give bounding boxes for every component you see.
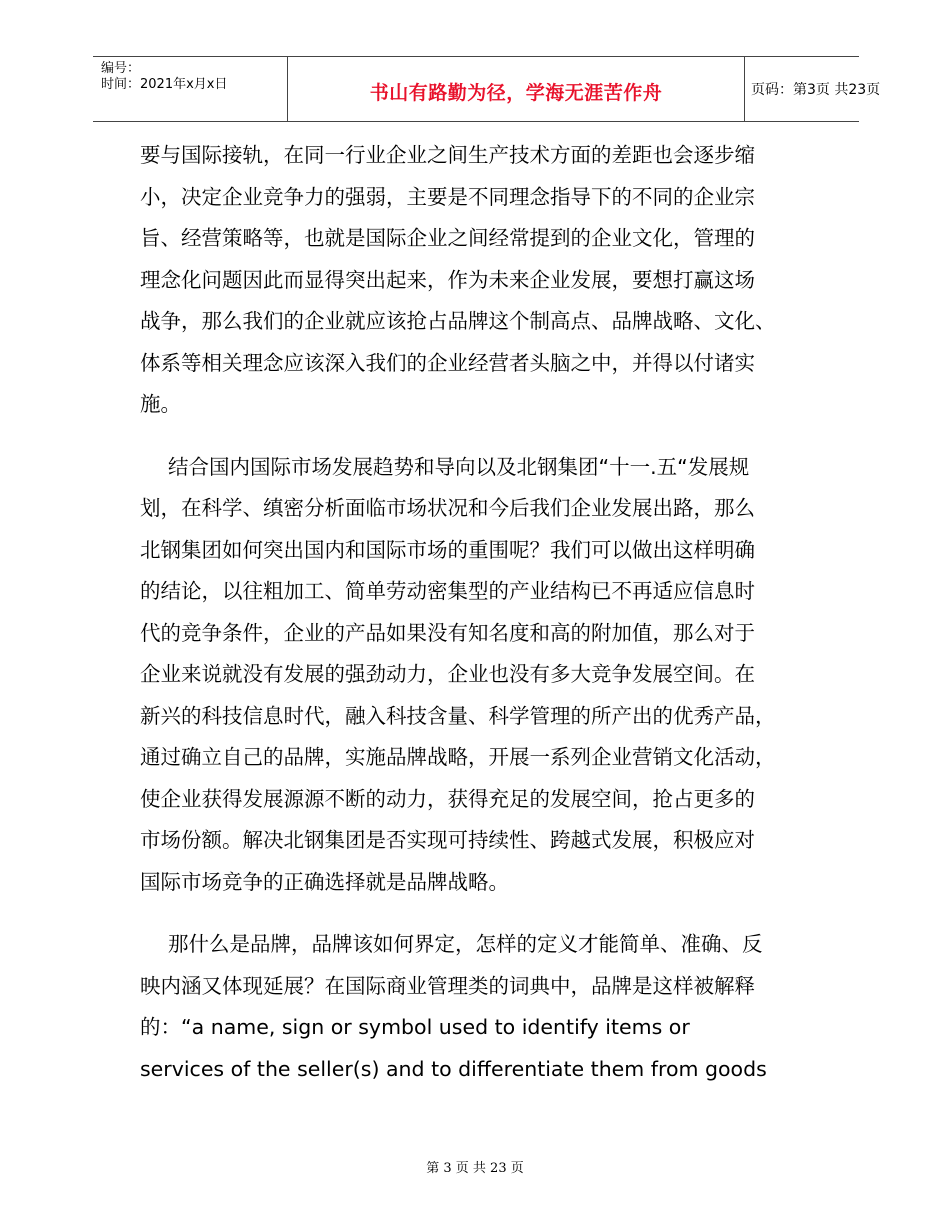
- text-line: 映内涵又体现延展？在国际商业管理类的词典中，品牌是这样被解释: [140, 973, 755, 998]
- text-line: 战争，那么我们的企业就应该抢占品牌这个制高点、品牌战略、文化、: [140, 309, 776, 333]
- text-line: 代的竞争条件，企业的产品如果没有知名度和高的附加值，那么对于: [140, 620, 755, 645]
- text-line: 的：“a name, sign or symbol used to identify items or: [140, 1015, 690, 1039]
- header-motto-cell: [287, 57, 745, 121]
- text-line: 的结论，以往粗加工、简单劳动密集型的产业结构已不再适应信息时: [140, 579, 755, 603]
- header-meta: [93, 57, 287, 121]
- text-line: 使企业获得发展源源不断的动力，获得充足的发展空间，抢占更多的: [140, 786, 755, 811]
- document-number-label: 编号：: [101, 61, 141, 76]
- paragraph: [140, 135, 810, 426]
- paragraph: [140, 447, 810, 904]
- page-footer: 第 3 页 共 23 页: [426, 1161, 524, 1176]
- document-body: [140, 135, 810, 1090]
- text-line: 北钢集团如何突出国内和国际市场的重围呢？我们可以做出这样明确: [140, 537, 755, 562]
- text-line: 小，决定企业竞争力的强弱，主要是不同理念指导下的不同的企业宗: [140, 184, 755, 209]
- document-time: 时间：2021年x月x日: [101, 77, 228, 92]
- paragraph-gap: [140, 903, 810, 924]
- header-motto: 书山有路勤为径，学海无涯苦作舟: [369, 82, 663, 104]
- text-line: 理念化问题因此而显得突出起来，作为未来企业发展，要想打赢这场: [140, 267, 755, 292]
- text-line: 新兴的科技信息时代，融入科技含量、科学管理的所产出的优秀产品，: [140, 703, 776, 728]
- text-line: services of the seller(s) and to differentiate them from goods: [140, 1056, 767, 1081]
- paragraph: [140, 924, 810, 1090]
- text-line: 通过确立自己的品牌，实施品牌战略，开展一系列企业营销文化活动，: [140, 745, 776, 769]
- header-page-info: 页码：第3页 共23页: [751, 82, 881, 98]
- header-page-cell: [745, 57, 881, 121]
- page-header: [93, 56, 881, 122]
- text-line: 划，在科学、缜密分析面临市场状况和今后我们企业发展出路，那么: [140, 496, 755, 520]
- text-line: 旨、经营策略等，也就是国际企业之间经常提到的企业文化，管理的: [140, 226, 755, 250]
- text-line: 那什么是品牌，品牌该如何界定，怎样的定义才能简单、准确、反: [168, 932, 763, 956]
- text-line: 要与国际接轨，在同一行业企业之间生产技术方面的差距也会逐步缩: [140, 143, 755, 167]
- text-line: 施。: [140, 392, 181, 416]
- text-line: 体系等相关理念应该深入我们的企业经营者头脑之中，并得以付诸实: [140, 350, 755, 375]
- text-line: 结合国内国际市场发展趋势和导向以及北钢集团“十一.五“发展规: [168, 454, 750, 479]
- text-line: 企业来说就没有发展的强劲动力，企业也没有多大竞争发展空间。在: [140, 662, 755, 686]
- text-line: 市场份额。解决北钢集团是否实现可持续性、跨越式发展，积极应对: [140, 828, 755, 852]
- text-line: 国际市场竞争的正确选择就是品牌战略。: [140, 869, 509, 894]
- paragraph-gap: [140, 426, 810, 447]
